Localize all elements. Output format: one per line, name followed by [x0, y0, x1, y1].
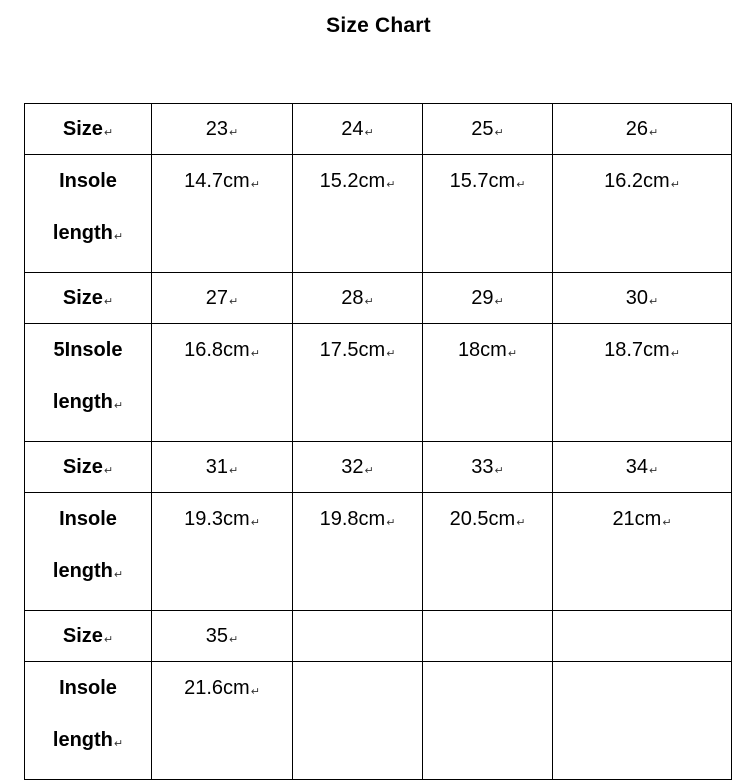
label-text: length↵ — [52, 222, 124, 244]
insole-length-value-cell — [553, 324, 732, 442]
paragraph-mark-icon: ↵ — [250, 348, 260, 360]
size-chart-body — [25, 104, 732, 780]
size-value-cell — [553, 611, 732, 662]
cell-text: 31 — [205, 455, 229, 478]
size-value-cell — [553, 442, 732, 493]
size-label-cell — [25, 273, 152, 324]
page-title: Size Chart — [326, 14, 431, 37]
paragraph-mark-icon: ↵ — [386, 348, 396, 360]
size-value-cell — [152, 273, 293, 324]
cell-text: 15.7cm — [449, 170, 516, 192]
insole-length-value-cell — [293, 662, 423, 780]
insole-length-row — [25, 324, 732, 442]
cell-text: 16.2cm — [604, 170, 670, 192]
insole-length-label-cell — [25, 662, 152, 780]
cell-text: 35 — [205, 624, 229, 647]
paragraph-mark-icon: ↵ — [364, 464, 374, 477]
cell-text: 30 — [625, 286, 649, 309]
size-label-cell — [25, 611, 152, 662]
paragraph-mark-icon: ↵ — [670, 348, 680, 360]
insole-length-value-cell — [423, 662, 553, 780]
size-label-cell — [25, 104, 152, 155]
cell-text: 23 — [205, 117, 229, 140]
insole-length-value-cell — [152, 324, 293, 442]
paragraph-mark-icon: ↵ — [494, 464, 504, 477]
cell-text: 21cm — [612, 508, 662, 530]
cell-text: 29 — [471, 286, 494, 309]
cell-text: 20.5cm — [449, 508, 516, 530]
size-row — [25, 611, 732, 662]
label-text: Size↵ — [62, 624, 114, 647]
size-row — [25, 273, 732, 324]
cell-text: 14.7cm — [184, 170, 250, 192]
size-value-cell — [293, 611, 423, 662]
insole-length-row — [25, 662, 732, 780]
label-text: Size↵ — [62, 117, 114, 140]
size-chart-table — [24, 103, 732, 780]
size-value-cell — [152, 104, 293, 155]
size-value-cell — [423, 442, 553, 493]
paragraph-mark-icon: ↵ — [364, 126, 374, 139]
paragraph-mark-icon: ↵ — [103, 464, 114, 477]
paragraph-mark-icon: ↵ — [250, 686, 260, 698]
cell-text: 28 — [341, 286, 364, 309]
label-text: length↵ — [52, 391, 124, 413]
insole-length-value-cell — [293, 155, 423, 273]
cell-text: 17.5cm — [319, 339, 386, 361]
size-label-cell — [25, 442, 152, 493]
cell-text: 32 — [341, 455, 364, 478]
size-value-cell — [423, 104, 553, 155]
paragraph-mark-icon: ↵ — [103, 126, 114, 139]
cell-text: 15.2cm — [319, 170, 386, 192]
paragraph-mark-icon: ↵ — [649, 126, 659, 139]
paragraph-mark-icon: ↵ — [229, 464, 239, 477]
label-text: length↵ — [52, 560, 124, 582]
size-value-cell — [423, 273, 553, 324]
paragraph-mark-icon: ↵ — [113, 400, 124, 412]
paragraph-mark-icon: ↵ — [386, 179, 396, 191]
paragraph-mark-icon: ↵ — [229, 633, 239, 646]
insole-length-value-cell — [553, 493, 732, 611]
paragraph-mark-icon: ↵ — [516, 517, 526, 529]
paragraph-mark-icon: ↵ — [670, 179, 680, 191]
insole-length-value-cell — [423, 155, 553, 273]
paragraph-mark-icon: ↵ — [229, 126, 239, 139]
cell-text: 26 — [625, 117, 649, 140]
cell-text: 18.7cm — [604, 339, 670, 361]
cell-text: 19.8cm — [319, 508, 386, 530]
label-text: Insole — [59, 508, 117, 530]
size-value-cell — [553, 273, 732, 324]
paragraph-mark-icon: ↵ — [364, 295, 374, 308]
paragraph-mark-icon: ↵ — [250, 179, 260, 191]
paragraph-mark-icon: ↵ — [103, 633, 114, 646]
label-text: Insole — [59, 170, 117, 192]
cell-text: 18cm — [457, 339, 507, 361]
label-text: 5Insole — [53, 339, 123, 361]
size-value-cell — [423, 611, 553, 662]
size-row — [25, 442, 732, 493]
insole-length-value-cell — [423, 493, 553, 611]
paragraph-mark-icon: ↵ — [516, 179, 526, 191]
cell-text: 34 — [625, 455, 649, 478]
label-text: Insole — [59, 677, 117, 699]
insole-length-row — [25, 493, 732, 611]
cell-text: 16.8cm — [184, 339, 250, 361]
size-value-cell — [293, 104, 423, 155]
paragraph-mark-icon: ↵ — [494, 295, 504, 308]
cell-text: 19.3cm — [184, 508, 250, 530]
label-text: length↵ — [52, 729, 124, 751]
paragraph-mark-icon: ↵ — [113, 738, 124, 750]
insole-length-value-cell — [553, 155, 732, 273]
paragraph-mark-icon: ↵ — [113, 569, 124, 581]
insole-length-value-cell — [152, 493, 293, 611]
insole-length-row — [25, 155, 732, 273]
size-row — [25, 104, 732, 155]
label-text: Size↵ — [62, 455, 114, 478]
insole-length-value-cell — [553, 662, 732, 780]
cell-text: 33 — [471, 455, 494, 478]
insole-length-value-cell — [293, 324, 423, 442]
paragraph-mark-icon: ↵ — [662, 517, 672, 529]
paragraph-mark-icon: ↵ — [386, 517, 396, 529]
insole-length-value-cell — [152, 662, 293, 780]
insole-length-value-cell — [423, 324, 553, 442]
paragraph-mark-icon: ↵ — [103, 295, 114, 308]
size-value-cell — [152, 442, 293, 493]
paragraph-mark-icon: ↵ — [250, 517, 260, 529]
paragraph-mark-icon: ↵ — [494, 126, 504, 139]
size-value-cell — [152, 611, 293, 662]
insole-length-label-cell — [25, 493, 152, 611]
insole-length-value-cell — [152, 155, 293, 273]
size-value-cell — [553, 104, 732, 155]
paragraph-mark-icon: ↵ — [507, 348, 518, 360]
cell-text: 21.6cm — [184, 677, 250, 699]
paragraph-mark-icon: ↵ — [649, 464, 659, 477]
cell-text: 27 — [205, 286, 229, 309]
cell-text: 25 — [471, 117, 494, 140]
paragraph-mark-icon: ↵ — [229, 295, 239, 308]
insole-length-label-cell — [25, 324, 152, 442]
size-value-cell — [293, 273, 423, 324]
paragraph-mark-icon: ↵ — [649, 295, 659, 308]
insole-length-value-cell — [293, 493, 423, 611]
insole-length-label-cell — [25, 155, 152, 273]
paragraph-mark-icon: ↵ — [113, 231, 124, 243]
label-text: Size↵ — [62, 286, 114, 309]
size-value-cell — [293, 442, 423, 493]
cell-text: 24 — [341, 117, 364, 140]
